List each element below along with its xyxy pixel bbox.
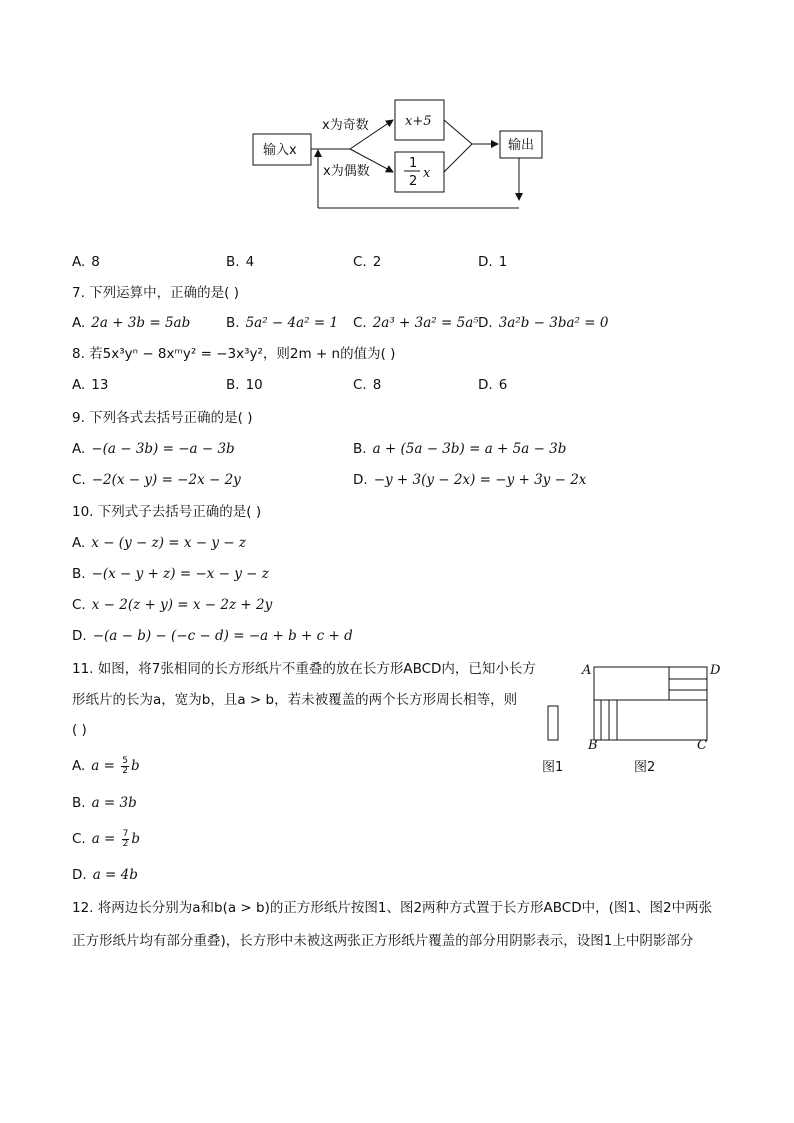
q12-line1: 12. 将两边长分别为a和b(a > b)的正方形纸片按图1、图2两种方式置于长方形ABCD中，(图1、图2中两张 (72, 900, 713, 916)
label-c: C (697, 738, 707, 753)
q9-option-d[interactable]: D. −y + 3(y − 2x) = −y + 3y − 2x (353, 472, 587, 488)
add-five-label: x+5 (405, 114, 432, 129)
rect-abcd (594, 667, 707, 740)
label-a: A (582, 663, 592, 678)
fig2-caption: 图2 (634, 760, 656, 775)
half-den: 2 (409, 174, 418, 189)
half-var: x (423, 166, 431, 181)
q9-option-c[interactable]: C. −2(x − y) = −2x − 2y (72, 472, 241, 488)
q6-option-c[interactable]: C. 2 (353, 254, 382, 270)
fraction: $\frac{7}{2}$ (122, 828, 129, 849)
q8-stem: 8. 若5x³yⁿ − 8xᵐy² = −3x³y²，则2m + n的值为( ) (72, 346, 396, 362)
q7-option-b[interactable]: B. 5a² − 4a² = 1 (226, 315, 339, 331)
fig1-small-rect (548, 706, 558, 740)
q9-option-b[interactable]: B. a + (5a − 3b) = a + 5a − 3b (353, 441, 567, 457)
branch-even-label: x为偶数 (323, 164, 370, 179)
q10-option-d[interactable]: D. −(a − b) − (−c − d) = −a + b + c + d (72, 628, 353, 644)
q10-option-c[interactable]: C. x − 2(z + y) = x − 2z + 2y (72, 597, 273, 613)
fig1-caption: 图1 (542, 760, 564, 775)
q9-option-a[interactable]: A. −(a − 3b) = −a − 3b (72, 441, 235, 457)
q6-option-a[interactable]: A. 8 (72, 254, 100, 270)
q11-stem-line3: ( ) (72, 722, 87, 738)
q10-option-a[interactable]: A. x − (y − z) = x − y − z (72, 535, 247, 551)
q8-option-b[interactable]: B. 10 (226, 377, 263, 393)
q7-option-d[interactable]: D. 3a²b − 3ba² = 0 (478, 315, 609, 331)
q9-stem: 9. 下列各式去括号正确的是( ) (72, 410, 253, 426)
branch-odd-label: x为奇数 (322, 118, 369, 133)
q11-option-b[interactable]: B. a = 3b (72, 795, 137, 811)
output-box-label: 输出 (508, 138, 535, 153)
q10-stem: 10. 下列式子去括号正确的是( ) (72, 504, 262, 520)
q7-option-c[interactable]: C. 2a³ + 3a² = 5a⁵ (353, 315, 479, 331)
label-b: B (588, 738, 598, 753)
q8-option-d[interactable]: D. 6 (478, 377, 508, 393)
input-box-label: 输入x (263, 143, 297, 158)
q11-stem-line2: 形纸片的长为a，宽为b，且a > b，若未被覆盖的两个长方形周长相等，则 (72, 692, 518, 708)
q6-option-b[interactable]: B. 4 (226, 254, 255, 270)
q8-option-a[interactable]: A. 13 (72, 377, 109, 393)
half-num: 1 (409, 156, 418, 171)
label-d: D (710, 663, 721, 678)
q6-option-d[interactable]: D. 1 (478, 254, 508, 270)
q11-option-c[interactable]: C. a = $\frac{7}{2}$ b (72, 828, 141, 849)
q8-option-c[interactable]: C. 8 (353, 377, 382, 393)
q7-stem: 7. 下列运算中，正确的是( ) (72, 285, 239, 301)
q12-line2: 正方形纸片均有部分重叠)，长方形中未被这两张正方形纸片覆盖的部分用阴影表示，设图1上中阴影部分 (72, 933, 694, 949)
q11-option-a[interactable]: A. a = $\frac{5}{2}$ b (72, 755, 140, 776)
q10-option-b[interactable]: B. −(x − y + z) = −x − y − z (72, 566, 269, 582)
fraction: $\frac{5}{2}$ (122, 755, 128, 776)
q11-option-d[interactable]: D. a = 4b (72, 867, 138, 883)
q7-option-a[interactable]: A. 2a + 3b = 5ab (72, 315, 191, 331)
q11-stem-line1: 11. 如图，将7张相同的长方形纸片不重叠的放在长方形ABCD内，已知小长方 (72, 661, 536, 677)
